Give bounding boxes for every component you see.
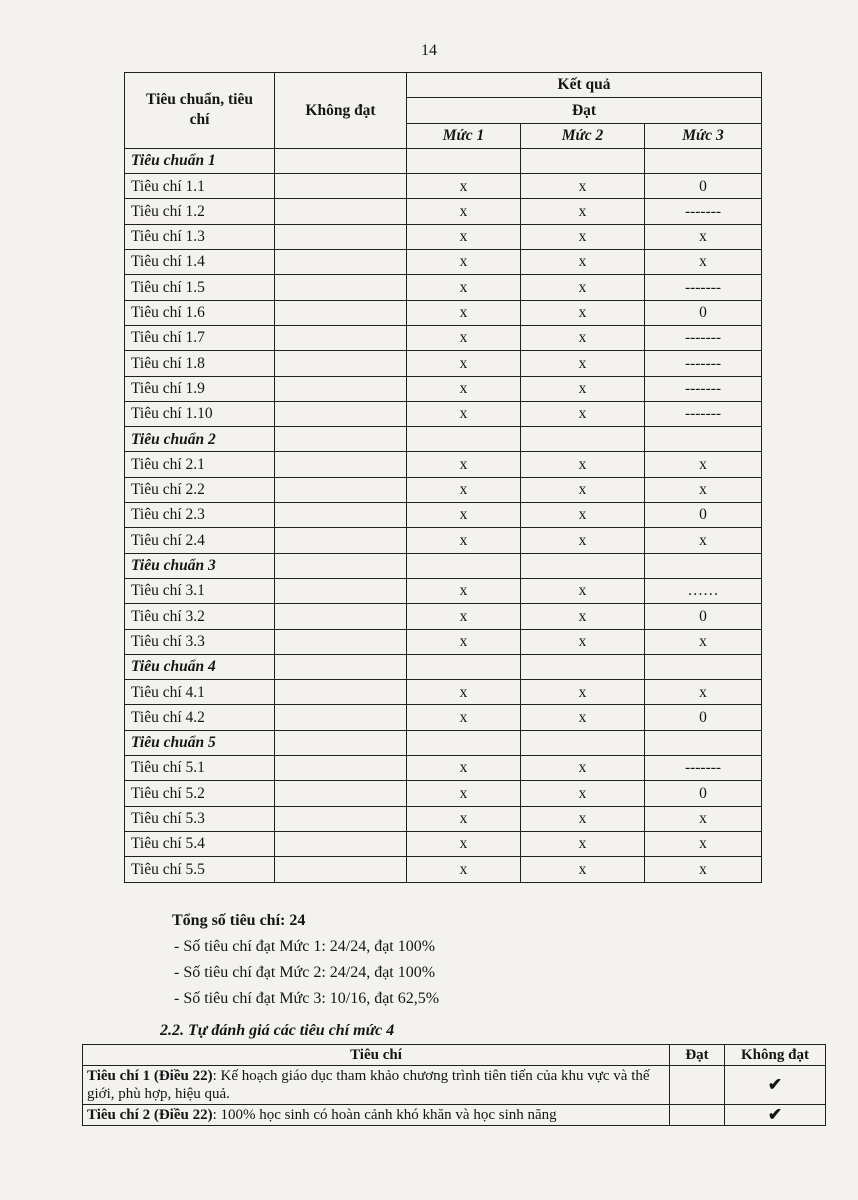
not-met-cell bbox=[275, 578, 407, 603]
l4-row-text bbox=[83, 1066, 670, 1105]
not-met-cell bbox=[275, 325, 407, 350]
criterion-label: Tiêu chí 2.3 bbox=[125, 503, 275, 528]
level-3-cell: x bbox=[645, 250, 762, 275]
criterion-label: Tiêu chí 2.2 bbox=[125, 477, 275, 502]
level-2-cell: x bbox=[521, 376, 645, 401]
level-3-cell: …… bbox=[645, 578, 762, 603]
level-3-cell: 0 bbox=[645, 503, 762, 528]
level-1-cell: x bbox=[407, 578, 521, 603]
level-3-cell: ------- bbox=[645, 756, 762, 781]
empty-cell bbox=[645, 553, 762, 578]
level-3-cell: x bbox=[645, 806, 762, 831]
l4-row-met bbox=[670, 1105, 725, 1126]
criterion-row bbox=[125, 857, 762, 882]
criterion-row bbox=[125, 503, 762, 528]
level-3-cell: x bbox=[645, 528, 762, 553]
empty-cell bbox=[521, 730, 645, 755]
level-2-cell: x bbox=[521, 199, 645, 224]
level-2-cell: x bbox=[521, 452, 645, 477]
level-1-cell: x bbox=[407, 528, 521, 553]
not-met-cell bbox=[275, 452, 407, 477]
level4-table bbox=[82, 1044, 826, 1126]
level-1-cell: x bbox=[407, 275, 521, 300]
level-2-cell: x bbox=[521, 250, 645, 275]
level-1-cell: x bbox=[407, 452, 521, 477]
results-table bbox=[124, 72, 762, 883]
not-met-cell bbox=[275, 224, 407, 249]
criterion-label: Tiêu chí 1.7 bbox=[125, 325, 275, 350]
empty-cell bbox=[275, 654, 407, 679]
level-3-cell: ------- bbox=[645, 199, 762, 224]
empty-cell bbox=[645, 148, 762, 173]
empty-cell bbox=[521, 148, 645, 173]
level-2-cell: x bbox=[521, 174, 645, 199]
level-2-cell: x bbox=[521, 224, 645, 249]
criterion-row bbox=[125, 452, 762, 477]
criterion-row bbox=[125, 401, 762, 426]
criterion-row bbox=[125, 199, 762, 224]
level-3-cell: x bbox=[645, 224, 762, 249]
empty-cell bbox=[521, 427, 645, 452]
criterion-label: Tiêu chí 1.8 bbox=[125, 351, 275, 376]
criterion-row bbox=[125, 275, 762, 300]
level-2-cell: x bbox=[521, 806, 645, 831]
not-met-cell bbox=[275, 275, 407, 300]
not-met-cell bbox=[275, 174, 407, 199]
level-1-cell: x bbox=[407, 325, 521, 350]
level-3-cell: x bbox=[645, 452, 762, 477]
criterion-row bbox=[125, 325, 762, 350]
empty-cell bbox=[275, 553, 407, 578]
level-3-cell: x bbox=[645, 680, 762, 705]
criterion-row bbox=[125, 351, 762, 376]
results-table-body bbox=[125, 148, 762, 882]
l4-header-not-met: Không đạt bbox=[725, 1045, 826, 1066]
standard-row bbox=[125, 427, 762, 452]
level-3-cell: ------- bbox=[645, 401, 762, 426]
level-1-cell: x bbox=[407, 705, 521, 730]
not-met-cell bbox=[275, 604, 407, 629]
criterion-row bbox=[125, 604, 762, 629]
empty-cell bbox=[645, 730, 762, 755]
level-1-cell: x bbox=[407, 781, 521, 806]
criterion-label: Tiêu chí 5.4 bbox=[125, 831, 275, 856]
l4-header-criteria: Tiêu chí bbox=[83, 1045, 670, 1066]
criterion-row bbox=[125, 756, 762, 781]
level-1-cell: x bbox=[407, 401, 521, 426]
level-1-cell: x bbox=[407, 629, 521, 654]
level-2-cell: x bbox=[521, 781, 645, 806]
empty-cell bbox=[407, 654, 521, 679]
criterion-row bbox=[125, 578, 762, 603]
level-3-cell: 0 bbox=[645, 781, 762, 806]
level-2-cell: x bbox=[521, 680, 645, 705]
criterion-label: Tiêu chí 1.4 bbox=[125, 250, 275, 275]
level-3-cell: 0 bbox=[645, 705, 762, 730]
criterion-row bbox=[125, 477, 762, 502]
level-1-cell: x bbox=[407, 250, 521, 275]
level-2-cell: x bbox=[521, 705, 645, 730]
empty-cell bbox=[407, 427, 521, 452]
l4-row-text bbox=[83, 1105, 670, 1126]
empty-cell bbox=[645, 427, 762, 452]
header-level-2: Mức 2 bbox=[521, 123, 645, 148]
summary bbox=[172, 908, 439, 1012]
l4-row-met bbox=[670, 1066, 725, 1105]
check-icon: ✔ bbox=[725, 1105, 826, 1126]
level-2-cell: x bbox=[521, 477, 645, 502]
criterion-label: Tiêu chí 3.3 bbox=[125, 629, 275, 654]
standard-row bbox=[125, 730, 762, 755]
not-met-cell bbox=[275, 528, 407, 553]
header-level-1: Mức 1 bbox=[407, 123, 521, 148]
page-number: 14 bbox=[421, 42, 437, 59]
not-met-cell bbox=[275, 705, 407, 730]
l4-row-label: Tiêu chí 2 (Điều 22) bbox=[87, 1106, 213, 1123]
header-met: Đạt bbox=[407, 98, 762, 123]
empty-cell bbox=[521, 654, 645, 679]
standard-label: Tiêu chuẩn 1 bbox=[125, 148, 275, 173]
not-met-cell bbox=[275, 831, 407, 856]
level-1-cell: x bbox=[407, 174, 521, 199]
l4-row-description: : Kế hoạch giáo dục tham khảo chương trình tiên tiến của khu vực và thế giới, phù hợp, hiệu quả. bbox=[87, 1068, 650, 1102]
criterion-label: Tiêu chí 1.9 bbox=[125, 376, 275, 401]
empty-cell bbox=[407, 553, 521, 578]
criterion-label: Tiêu chí 4.1 bbox=[125, 680, 275, 705]
criterion-label: Tiêu chí 2.1 bbox=[125, 452, 275, 477]
level-1-cell: x bbox=[407, 604, 521, 629]
level-2-cell: x bbox=[521, 401, 645, 426]
not-met-cell bbox=[275, 401, 407, 426]
criterion-row bbox=[125, 300, 762, 325]
not-met-cell bbox=[275, 756, 407, 781]
l4-header-met: Đạt bbox=[670, 1045, 725, 1066]
level-2-cell: x bbox=[521, 528, 645, 553]
criterion-row bbox=[125, 224, 762, 249]
summary-level-2: - Số tiêu chí đạt Mức 2: 24/24, đạt 100% bbox=[174, 964, 436, 981]
level-1-cell: x bbox=[407, 680, 521, 705]
level-3-cell: x bbox=[645, 477, 762, 502]
level-1-cell: x bbox=[407, 806, 521, 831]
header-criteria: Tiêu chuẩn, tiêu chí bbox=[125, 73, 275, 149]
empty-cell bbox=[645, 654, 762, 679]
level-3-cell: x bbox=[645, 629, 762, 654]
not-met-cell bbox=[275, 300, 407, 325]
empty-cell bbox=[275, 427, 407, 452]
level-1-cell: x bbox=[407, 756, 521, 781]
level-2-cell: x bbox=[521, 503, 645, 528]
criterion-label: Tiêu chí 4.2 bbox=[125, 705, 275, 730]
level-2-cell: x bbox=[521, 351, 645, 376]
not-met-cell bbox=[275, 250, 407, 275]
criterion-row bbox=[125, 250, 762, 275]
criterion-row bbox=[125, 806, 762, 831]
header-result: Kết quả bbox=[407, 73, 762, 98]
level-1-cell: x bbox=[407, 300, 521, 325]
criterion-row bbox=[125, 174, 762, 199]
section-title: 2.2. Tự đánh giá các tiêu chí mức 4 bbox=[160, 1022, 395, 1039]
level-3-cell: x bbox=[645, 857, 762, 882]
level-1-cell: x bbox=[407, 857, 521, 882]
criterion-label: Tiêu chí 1.3 bbox=[125, 224, 275, 249]
level-1-cell: x bbox=[407, 351, 521, 376]
summary-level-3: - Số tiêu chí đạt Mức 3: 10/16, đạt 62,5% bbox=[174, 990, 440, 1007]
not-met-cell bbox=[275, 781, 407, 806]
criterion-label: Tiêu chí 5.1 bbox=[125, 756, 275, 781]
level-1-cell: x bbox=[407, 477, 521, 502]
level-2-cell: x bbox=[521, 831, 645, 856]
standard-row bbox=[125, 148, 762, 173]
level-1-cell: x bbox=[407, 503, 521, 528]
not-met-cell bbox=[275, 680, 407, 705]
empty-cell bbox=[275, 730, 407, 755]
l4-row bbox=[83, 1066, 826, 1105]
level-3-cell: ------- bbox=[645, 325, 762, 350]
standard-label: Tiêu chuẩn 4 bbox=[125, 654, 275, 679]
l4-row bbox=[83, 1105, 826, 1126]
level-2-cell: x bbox=[521, 325, 645, 350]
criterion-label: Tiêu chí 1.2 bbox=[125, 199, 275, 224]
not-met-cell bbox=[275, 199, 407, 224]
criterion-label: Tiêu chí 3.1 bbox=[125, 578, 275, 603]
criterion-row bbox=[125, 831, 762, 856]
level-3-cell: x bbox=[645, 831, 762, 856]
level-2-cell: x bbox=[521, 578, 645, 603]
criterion-row bbox=[125, 629, 762, 654]
not-met-cell bbox=[275, 806, 407, 831]
empty-cell bbox=[521, 553, 645, 578]
standard-row bbox=[125, 553, 762, 578]
criterion-label: Tiêu chí 5.5 bbox=[125, 857, 275, 882]
criterion-row bbox=[125, 781, 762, 806]
level-2-cell: x bbox=[521, 857, 645, 882]
standard-label: Tiêu chuẩn 2 bbox=[125, 427, 275, 452]
criterion-row bbox=[125, 376, 762, 401]
empty-cell bbox=[407, 730, 521, 755]
criterion-label: Tiêu chí 5.3 bbox=[125, 806, 275, 831]
level-3-cell: ------- bbox=[645, 376, 762, 401]
empty-cell bbox=[407, 148, 521, 173]
standard-label: Tiêu chuẩn 5 bbox=[125, 730, 275, 755]
not-met-cell bbox=[275, 376, 407, 401]
criterion-label: Tiêu chí 3.2 bbox=[125, 604, 275, 629]
level-3-cell: 0 bbox=[645, 174, 762, 199]
level-1-cell: x bbox=[407, 199, 521, 224]
criterion-label: Tiêu chí 1.10 bbox=[125, 401, 275, 426]
level-1-cell: x bbox=[407, 831, 521, 856]
header-not-met: Không đạt bbox=[275, 73, 407, 149]
level-1-cell: x bbox=[407, 224, 521, 249]
level-1-cell: x bbox=[407, 376, 521, 401]
criterion-row bbox=[125, 705, 762, 730]
level-2-cell: x bbox=[521, 275, 645, 300]
criterion-label: Tiêu chí 1.5 bbox=[125, 275, 275, 300]
level-3-cell: ------- bbox=[645, 275, 762, 300]
level-2-cell: x bbox=[521, 756, 645, 781]
l4-row-description: : 100% học sinh có hoàn cảnh khó khăn và học sinh năng bbox=[212, 1106, 557, 1123]
summary-total: Tổng số tiêu chí: 24 bbox=[172, 912, 306, 929]
level-2-cell: x bbox=[521, 604, 645, 629]
not-met-cell bbox=[275, 629, 407, 654]
level-2-cell: x bbox=[521, 629, 645, 654]
criterion-label: Tiêu chí 2.4 bbox=[125, 528, 275, 553]
l4-row-label: Tiêu chí 1 (Điều 22) bbox=[87, 1068, 213, 1084]
criterion-row bbox=[125, 528, 762, 553]
standard-label: Tiêu chuẩn 3 bbox=[125, 553, 275, 578]
not-met-cell bbox=[275, 503, 407, 528]
empty-cell bbox=[275, 148, 407, 173]
check-icon: ✔ bbox=[725, 1066, 826, 1105]
not-met-cell bbox=[275, 857, 407, 882]
summary-level-1: - Số tiêu chí đạt Mức 1: 24/24, đạt 100% bbox=[174, 938, 436, 955]
level-3-cell: 0 bbox=[645, 300, 762, 325]
criterion-row bbox=[125, 680, 762, 705]
level-3-cell: ------- bbox=[645, 351, 762, 376]
not-met-cell bbox=[275, 477, 407, 502]
criterion-label: Tiêu chí 1.1 bbox=[125, 174, 275, 199]
not-met-cell bbox=[275, 351, 407, 376]
criterion-label: Tiêu chí 5.2 bbox=[125, 781, 275, 806]
level-3-cell: 0 bbox=[645, 604, 762, 629]
header-level-3: Mức 3 bbox=[645, 123, 762, 148]
level-2-cell: x bbox=[521, 300, 645, 325]
criterion-label: Tiêu chí 1.6 bbox=[125, 300, 275, 325]
standard-row bbox=[125, 654, 762, 679]
